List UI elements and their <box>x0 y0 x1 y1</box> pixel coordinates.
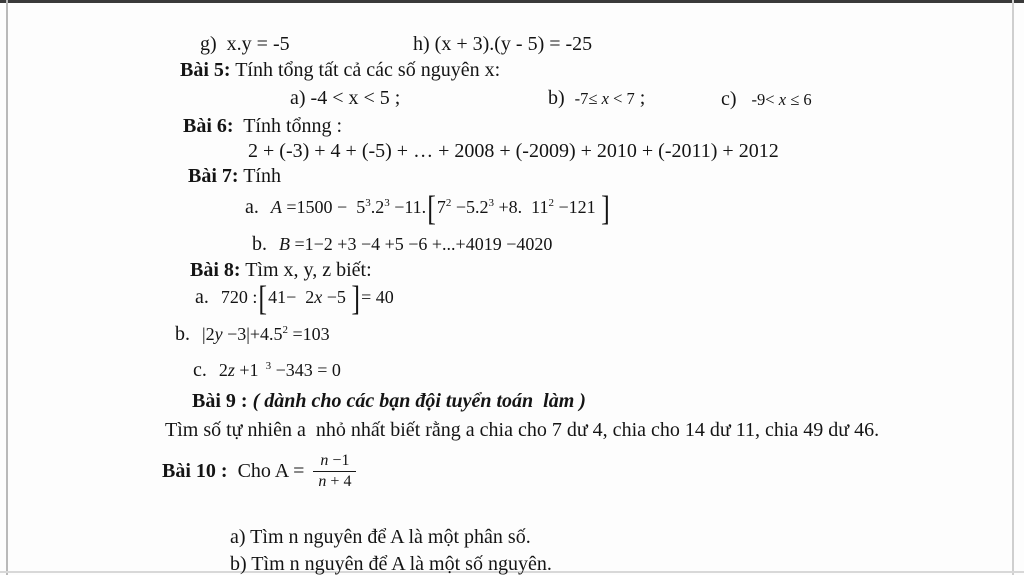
bai9-title-text: ( dành cho các bạn đội tuyển toán làm ) <box>247 390 586 412</box>
item-h-text: h) (x + 3).(y - 5) = -25 <box>413 33 593 55</box>
bai7-a-exp5: 2 <box>548 197 554 209</box>
bai8-c-t3: −343 = 0 <box>271 360 341 380</box>
bai5-b-post: < 7 <box>608 89 635 108</box>
bai10-intro: Cho A = <box>227 460 310 482</box>
bai5-label: Bài 5: <box>180 59 231 81</box>
bai7-a-t2: .2 <box>370 197 385 217</box>
bai8-a-t1: 720 : <box>220 287 258 307</box>
bai5-b-label: b) <box>548 87 575 109</box>
bai10-a-text: a) Tìm n nguyên để A là một phân số. <box>230 526 531 548</box>
bai7-a-exp1: 3 <box>365 197 371 209</box>
bai10-fraction-denominator <box>313 472 356 491</box>
bai8-c-exp: 3 <box>265 360 272 372</box>
bai8-c-label: c. <box>193 359 207 381</box>
bai7-title-text: Tính <box>238 165 281 187</box>
bai7-a-t1: =1500 − 5 <box>281 197 366 217</box>
bai5-b-math <box>575 89 635 108</box>
bai5-c-math <box>752 90 812 109</box>
bai8-a-t4: = 40 <box>361 287 394 307</box>
bai5-b-pre: -7≤ <box>574 89 602 108</box>
bai8-c-t1: 2 <box>218 360 228 380</box>
bai7-a-left-bracket: [ <box>427 188 436 228</box>
bai10-label: Bài 10 : <box>162 460 228 482</box>
bai6-title-text: Tính tổnng : <box>233 115 343 137</box>
page-left-edge-line <box>6 0 8 575</box>
bai7-a-var: A <box>270 197 282 217</box>
page-right-edge-line <box>1012 0 1014 575</box>
bai5-a-text: a) -4 < x < 5 ; <box>290 87 401 109</box>
bai7-a-exp3: 2 <box>445 197 452 209</box>
bai8-a-label: a. <box>195 286 209 308</box>
bai7-a-exp2: 3 <box>384 197 390 209</box>
bai8-a-var: x <box>314 287 323 307</box>
bai5-c-label: c) <box>721 88 752 110</box>
bai8-b-t2: −3|+4.5 <box>222 324 283 344</box>
bai7-a-right-bracket: ] <box>601 188 610 228</box>
bai6-label: Bài 6: <box>183 115 234 137</box>
bai9-body-text: Tìm số tự nhiên a nhỏ nhất biết rằng a chia cho 7 dư 4, chia cho 14 dư 11, chia 49 dư 46. <box>165 419 880 441</box>
bai8-a-t3: −5 <box>322 287 351 307</box>
bai10-item-b <box>210 525 552 575</box>
bai8-a-left-bracket: [ <box>258 278 268 318</box>
bai7-a-label: a. <box>245 196 259 218</box>
bai8-b-t1: |2 <box>202 324 215 344</box>
bai10-num-rest: −1 <box>328 451 350 469</box>
item-g-text: g) x.y = -5 <box>200 33 290 55</box>
bai6-sum-text: 2 + (-3) + 4 + (-5) + … + 2008 + (-2009) + 2010 + (-2011) + 2012 <box>248 140 779 162</box>
bai8-a-right-bracket: ] <box>351 278 361 318</box>
bai8-label: Bài 8: <box>190 259 241 281</box>
bai5-c-var: x <box>778 90 787 109</box>
bai5-title-text: Tính tổng tất cả các số nguyên x: <box>230 59 501 81</box>
bai7-a-t7: −121 <box>554 197 601 217</box>
bai7-b-label: b. <box>252 233 267 255</box>
bai10-title <box>162 446 356 496</box>
bai10-den-rest: + 4 <box>326 472 352 490</box>
bai10-fraction <box>313 452 356 491</box>
bai8-c-t2: +1 <box>234 360 259 380</box>
bai8-b-exp: 2 <box>282 324 289 336</box>
bai7-a-t4: 7 <box>436 197 446 217</box>
bai8-a-t2: 41− 2 <box>268 287 315 307</box>
bai10-num-var: n <box>320 451 329 469</box>
bai7-b-var: B <box>279 234 290 254</box>
bai5-c-pre: -9< <box>751 90 779 109</box>
bai7-b-t1: =1−2 +3 −4 +5 −6 +...+4019 −4020 <box>290 234 553 254</box>
bai10-fraction-numerator <box>313 452 356 472</box>
bai7-a-t3: −11. <box>389 197 427 217</box>
bai8-b-label: b. <box>175 323 190 345</box>
bai7-a-t5: −5.2 <box>451 197 489 217</box>
bai7-label: Bài 7: <box>188 165 239 187</box>
bai5-b-semi: ; <box>634 87 646 109</box>
bai8-b-var: y <box>214 324 223 344</box>
bai8-b-t3: =103 <box>288 324 330 344</box>
page-top-border <box>0 0 1024 3</box>
bai9-label: Bài 9 : <box>192 390 248 412</box>
bai5-b-var: x <box>601 89 609 108</box>
bai10-den-var: n <box>318 472 327 490</box>
bai7-a-t6: +8. 11 <box>494 197 549 217</box>
bai8-c-var: z <box>227 360 235 380</box>
bai5-c-post: ≤ 6 <box>786 90 812 109</box>
bai10-b-text: b) Tìm n nguyên để A là một số nguyên. <box>230 553 552 575</box>
bai8-title-text: Tìm x, y, z biết: <box>240 259 372 281</box>
bai7-a-exp4: 3 <box>488 197 495 209</box>
